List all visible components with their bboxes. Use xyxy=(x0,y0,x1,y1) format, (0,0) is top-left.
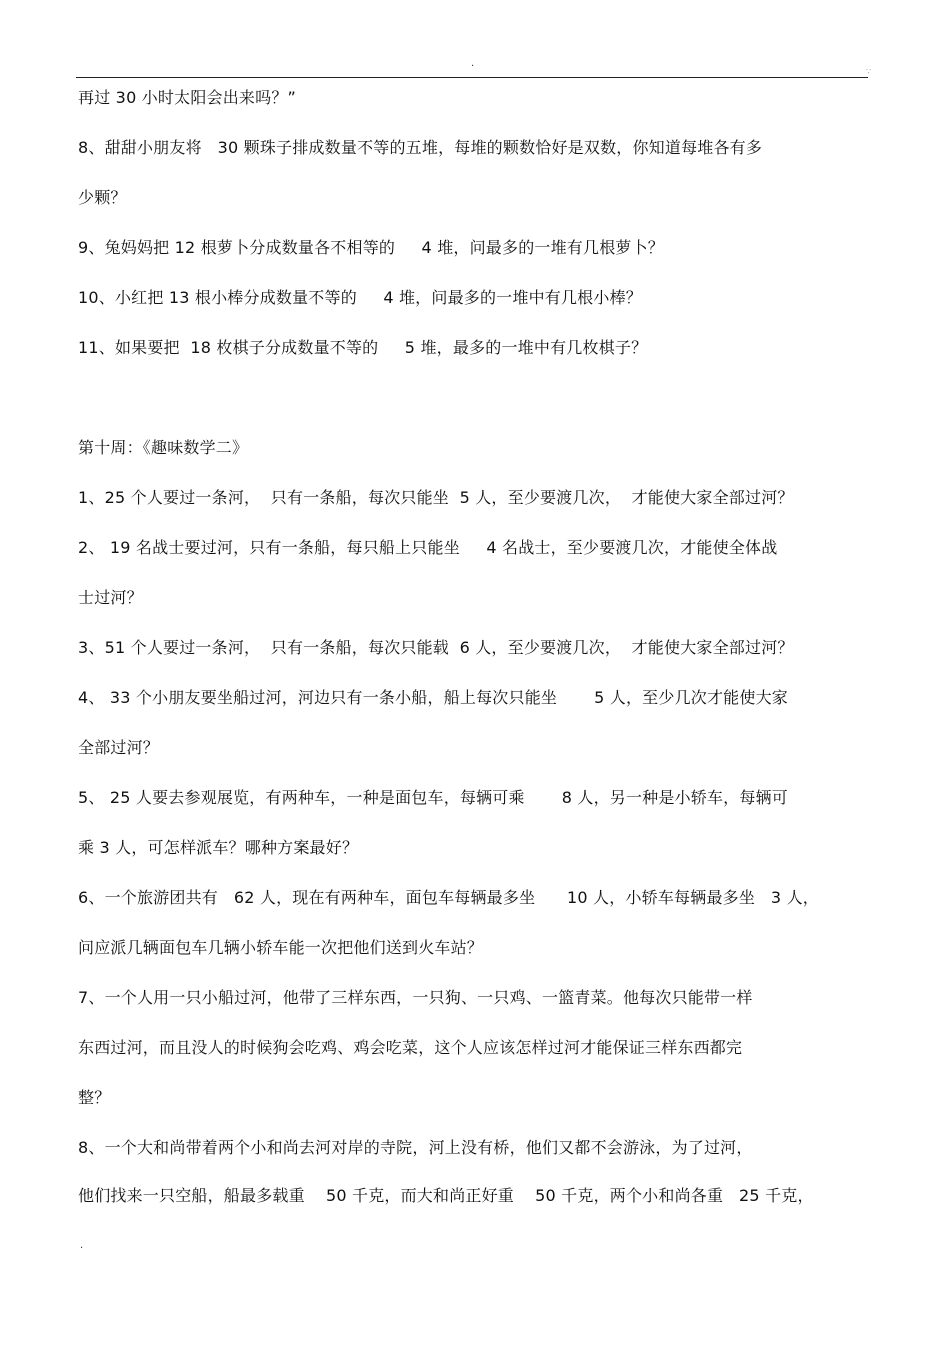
question-7-line-2: 东西过河，而且没人的时候狗会吃鸡、鸡会吃菜，这个人应该怎样过河才能保证三样东西都完 xyxy=(78,1038,743,1057)
header-rule xyxy=(76,77,868,78)
question-5-line-2: 乘 3 人，可怎样派车？哪种方案最好？ xyxy=(78,838,359,857)
question-8-line-1: 8、甜甜小朋友将 30 颗珠子排成数量不等的五堆，每堆的颗数恰好是双数，你知道每堆各有多 xyxy=(78,138,763,157)
question-1: 1、25 个人要过一条河， 只有一条船，每次只能坐 5 人，至少要渡几次， 才能使大家全部过河？ xyxy=(78,488,794,507)
text-line: 再过 30 小时太阳会出来吗？” xyxy=(78,88,297,107)
question-6-line-2: 问应派几辆面包车几辆小轿车能一次把他们送到火车站？ xyxy=(78,938,484,957)
question-9: 9、兔妈妈把 12 根萝卜分成数量各不相等的 4 堆，问最多的一堆有几根萝卜？ xyxy=(78,238,665,257)
question-7-line-1: 7、一个人用一只小船过河，他带了三样东西，一只狗、一只鸡、一篮青菜。他每次只能带一样 xyxy=(78,988,753,1007)
question-10: 10、小红把 13 根小棒分成数量不等的 4 堆，问最多的一堆中有几根小棒？ xyxy=(78,288,642,307)
question-6-line-1: 6、一个旅游团共有 62 人，现在有两种车，面包车每辆最多坐 10 人，小轿车每辆最多坐 3 人， xyxy=(78,888,819,907)
question-8b-line-1: 8、一个大和尚带着两个小和尚去河对岸的寺院，河上没有桥，他们又都不会游泳，为了过河， xyxy=(78,1138,753,1157)
question-4-line-2: 全部过河？ xyxy=(78,738,160,757)
question-2-line-1: 2、 19 名战士要过河，只有一条船，每只船上只能坐 4 名战士，至少要渡几次，才能使全体战 xyxy=(78,538,778,557)
header-mark: ∵ xyxy=(866,67,872,76)
question-2-line-2: 士过河？ xyxy=(78,588,143,607)
question-5-line-1: 5、 25 人要去参观展览，有两种车，一种是面包车，每辆可乘 8 人，另一种是小轿车，每辆可 xyxy=(78,788,788,807)
question-4-line-1: 4、 33 个小朋友要坐船过河，河边只有一条小船，船上每次只能坐 5 人，至少几次才能使大家 xyxy=(78,688,788,707)
question-8-line-2: 少颗？ xyxy=(78,188,127,207)
question-11: 11、如果要把 18 枚棋子分成数量不等的 5 堆，最多的一堆中有几枚棋子？ xyxy=(78,338,648,357)
header-dot: · xyxy=(471,61,475,72)
question-3: 3、51 个人要过一条河， 只有一条船，每次只能载 6 人，至少要渡几次， 才能使大家全部过河？ xyxy=(78,638,794,657)
question-7-line-3: 整？ xyxy=(78,1088,111,1107)
section-heading: 第十周：《趣味数学二》 xyxy=(78,438,249,457)
footer-dot: · xyxy=(80,1243,84,1254)
question-8b-line-2: 他们找来一只空船，船最多载重 50 千克，而大和尚正好重 50 千克，两个小和尚各重 25 千克， xyxy=(78,1186,814,1205)
